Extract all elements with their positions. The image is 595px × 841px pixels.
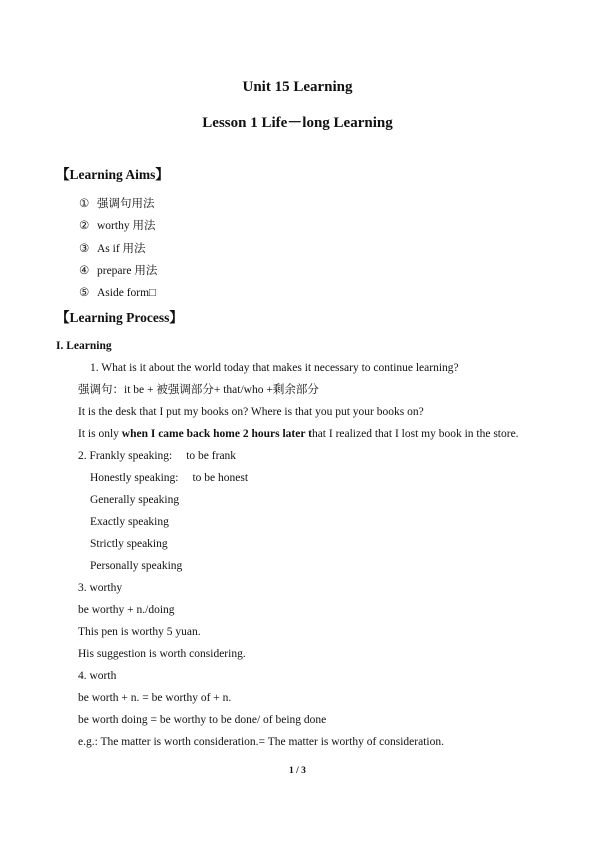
content-line: 4. worth bbox=[78, 670, 117, 682]
content-line bbox=[78, 445, 578, 467]
aim-item bbox=[79, 282, 157, 304]
learning-aims-list bbox=[79, 193, 157, 304]
aim-text: Aside form□ bbox=[97, 287, 157, 300]
content-text: hat I realized that I lost my book in the store. bbox=[311, 428, 519, 440]
learning-aims-heading: 【Learning Aims】 bbox=[56, 167, 169, 182]
content-line: This pen is worthy 5 yuan. bbox=[78, 626, 201, 638]
aim-text: prepare 用法 bbox=[97, 264, 158, 277]
content-line: Strictly speaking bbox=[90, 538, 168, 550]
content-line: 1. What is it about the world today that makes it necessary to continue learning? bbox=[90, 362, 459, 374]
unit-title: Unit 15 Learning bbox=[242, 79, 353, 95]
learning-subheading: I. Learning bbox=[56, 340, 112, 352]
content-line bbox=[78, 423, 578, 445]
learning-content bbox=[78, 357, 578, 753]
aim-number: ④ bbox=[79, 264, 90, 277]
aim-number: ③ bbox=[79, 242, 90, 255]
content-line: 强调句：it be + 被强调部分+ that/who +剩余部分 bbox=[78, 384, 319, 396]
learning-process-heading: 【Learning Process】 bbox=[56, 310, 183, 325]
aim-text: 强调句用法 bbox=[97, 198, 155, 210]
content-line: e.g.: The matter is worth consideration.= The matter is worthy of consideration. bbox=[78, 736, 444, 748]
content-text: to be honest bbox=[192, 472, 249, 484]
aim-text: worthy 用法 bbox=[97, 220, 156, 233]
lesson-title: Lesson 1 Life－long Learning bbox=[202, 115, 393, 131]
content-line: His suggestion is worth considering. bbox=[78, 648, 246, 660]
aim-item bbox=[79, 193, 157, 215]
aim-number: ② bbox=[79, 220, 90, 233]
content-line: Exactly speaking bbox=[90, 516, 169, 528]
content-text: 2. Frankly speaking: bbox=[78, 450, 173, 462]
content-line: Personally speaking bbox=[90, 560, 183, 572]
content-text: Honestly speaking: bbox=[90, 472, 179, 484]
content-line: 3. worthy bbox=[78, 582, 123, 594]
content-line: Generally speaking bbox=[90, 494, 180, 506]
content-line: be worth + n. = be worthy of + n. bbox=[78, 692, 232, 704]
content-line: It is the desk that I put my books on? Where is that you put your books on? bbox=[78, 406, 424, 418]
aim-item bbox=[79, 260, 157, 282]
page-number: 1 / 3 bbox=[289, 766, 306, 776]
content-text: to be frank bbox=[186, 450, 237, 462]
aim-number: ⑤ bbox=[79, 287, 90, 300]
aim-item bbox=[79, 238, 157, 260]
content-text: It is only bbox=[78, 428, 122, 440]
aim-text: As if 用法 bbox=[97, 242, 146, 255]
aim-item bbox=[79, 215, 157, 237]
content-line: be worthy + n./doing bbox=[78, 604, 175, 616]
emphasized-text: when I came back home 2 hours later t bbox=[121, 428, 312, 440]
content-line bbox=[78, 467, 578, 489]
aim-number: ① bbox=[79, 198, 90, 210]
content-line: be worth doing = be worthy to be done/ of being done bbox=[78, 714, 327, 726]
